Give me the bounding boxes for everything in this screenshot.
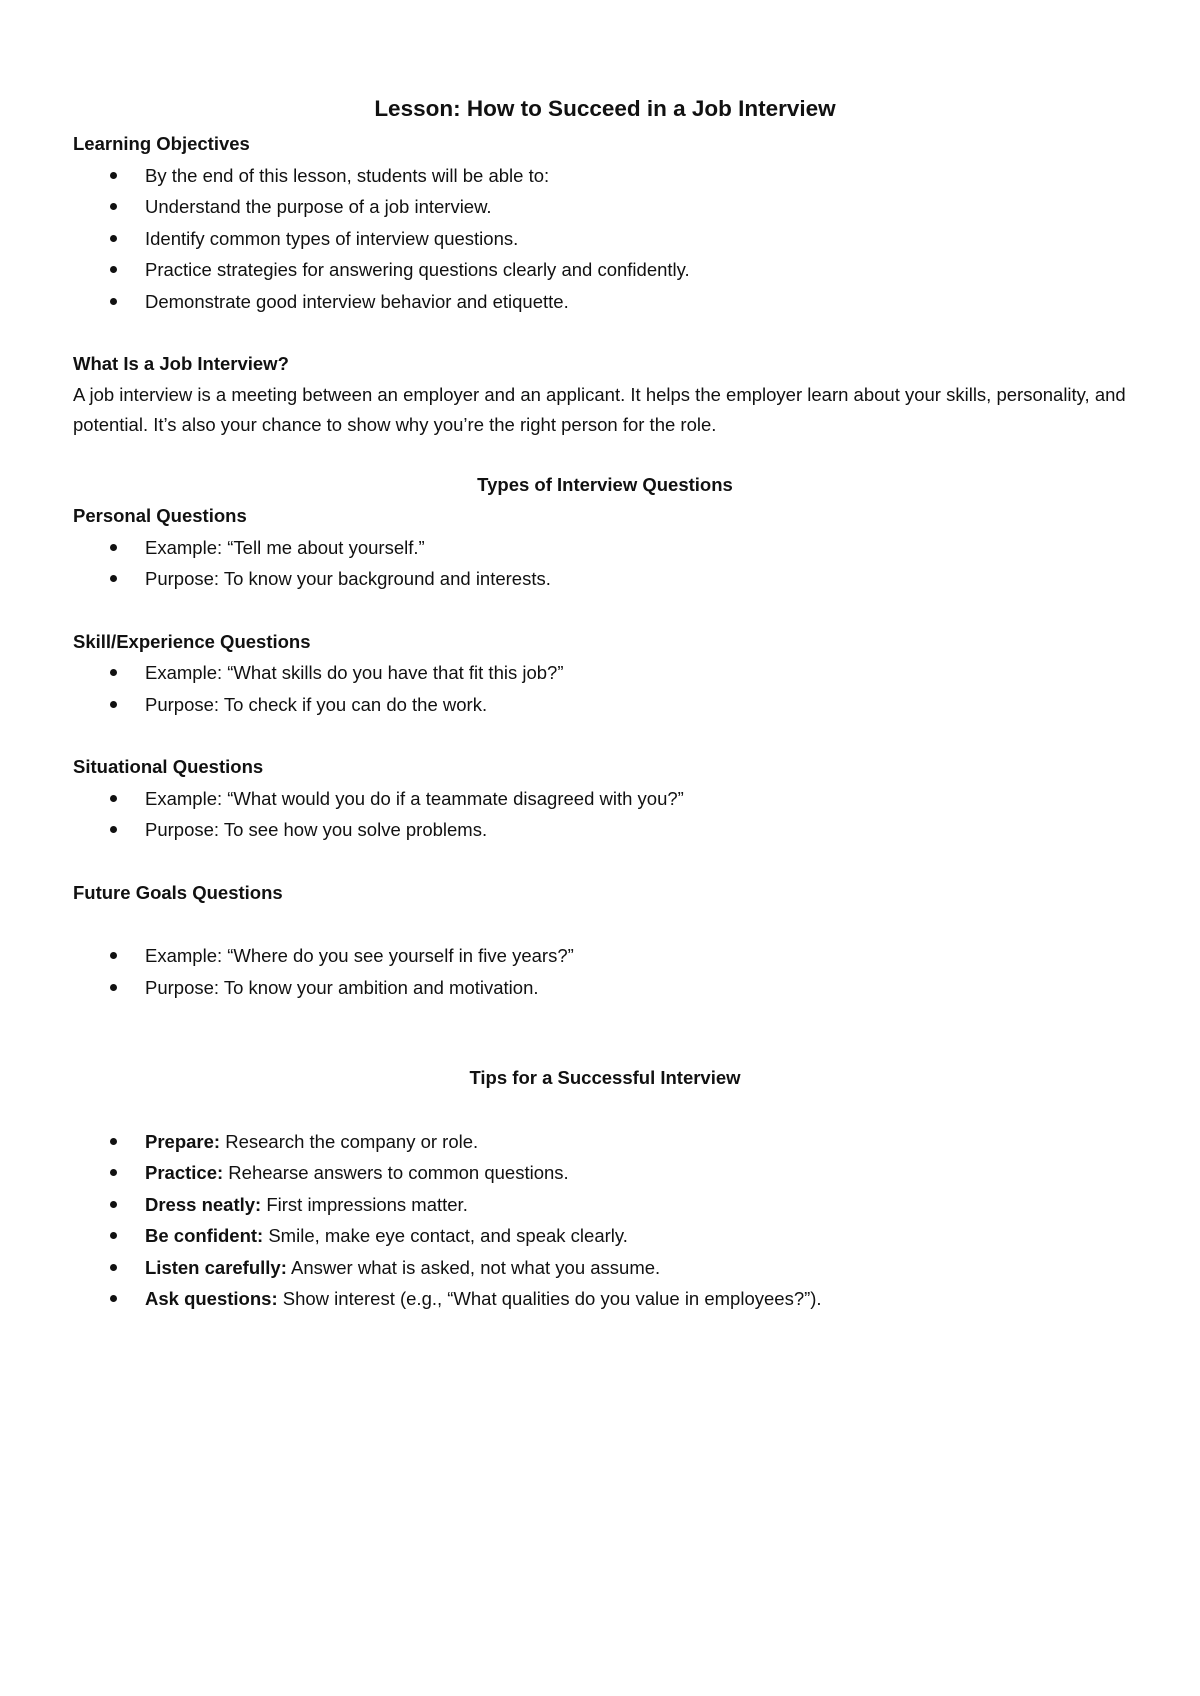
document-content [73, 94, 1137, 1315]
bullet-icon [110, 203, 117, 210]
situational-questions-list [73, 783, 1137, 846]
list-item: Listen carefully: Answer what is asked, not what you assume. [73, 1252, 1137, 1284]
skill-questions-list [73, 657, 1137, 720]
bullet-icon [110, 575, 117, 582]
what-is-paragraph: A job interview is a meeting between an employer and an applicant. It helps the employer learn about your skills, personality, and potential. It’s also your chance to show why you’re the right person for the role. [73, 383, 1126, 435]
bullet-icon [110, 1232, 117, 1239]
list-item: Understand the purpose of a job interview. [73, 191, 1137, 223]
types-heading: Types of Interview Questions [477, 473, 733, 495]
bullet-icon [110, 266, 117, 273]
list-item: Purpose: To know your ambition and motivation. [73, 972, 1137, 1004]
bullet-icon [110, 1264, 117, 1271]
bullet-icon [110, 826, 117, 833]
bullet-icon [110, 1295, 117, 1302]
future-goals-heading: Future Goals Questions [73, 881, 283, 903]
list-item: Dress neatly: First impressions matter. [73, 1189, 1137, 1221]
list-item: Example: “What would you do if a teammate disagreed with you?” [73, 783, 1137, 815]
list-item: Prepare: Research the company or role. [73, 1126, 1137, 1158]
bullet-icon [110, 701, 117, 708]
list-item: Purpose: To see how you solve problems. [73, 814, 1137, 846]
tips-heading: Tips for a Successful Interview [469, 1067, 741, 1088]
personal-questions-list [73, 532, 1137, 595]
bullet-icon [110, 669, 117, 676]
list-item: Purpose: To know your background and interests. [73, 563, 1137, 595]
what-is-heading: What Is a Job Interview? [73, 353, 289, 374]
bullet-icon [110, 544, 117, 551]
list-item: Identify common types of interview questions. [73, 223, 1137, 255]
list-item: Example: “Where do you see yourself in five years?” [73, 940, 1137, 972]
skill-questions-heading: Skill/Experience Questions [73, 630, 311, 652]
list-item: Purpose: To check if you can do the work. [73, 689, 1137, 721]
bullet-icon [110, 1138, 117, 1145]
page-title: Lesson: How to Succeed in a Job Interview [374, 96, 836, 121]
bullet-icon [110, 235, 117, 242]
list-item: Example: “Tell me about yourself.” [73, 532, 1137, 564]
list-item: Practice strategies for answering questions clearly and confidently. [73, 254, 1137, 286]
tips-list [73, 1126, 1137, 1315]
list-item: Demonstrate good interview behavior and etiquette. [73, 286, 1137, 318]
learning-objectives-heading: Learning Objectives [73, 133, 250, 154]
future-goals-list [73, 940, 1137, 1003]
learning-objectives-list [73, 160, 1137, 318]
personal-questions-heading: Personal Questions [73, 505, 247, 526]
bullet-icon [110, 984, 117, 991]
list-item: By the end of this lesson, students will be able to: [73, 160, 1137, 192]
bullet-icon [110, 298, 117, 305]
list-item: Be confident: Smile, make eye contact, and speak clearly. [73, 1220, 1137, 1252]
list-item: Practice: Rehearse answers to common questions. [73, 1157, 1137, 1189]
bullet-icon [110, 795, 117, 802]
list-item: Ask questions: Show interest (e.g., “What qualities do you value in employees?”). [73, 1283, 1137, 1315]
list-item: Example: “What skills do you have that fit this job?” [73, 657, 1137, 689]
bullet-icon [110, 1169, 117, 1176]
situational-questions-heading: Situational Questions [73, 756, 264, 777]
bullet-icon [110, 1201, 117, 1208]
bullet-icon [110, 952, 117, 959]
bullet-icon [110, 172, 117, 179]
